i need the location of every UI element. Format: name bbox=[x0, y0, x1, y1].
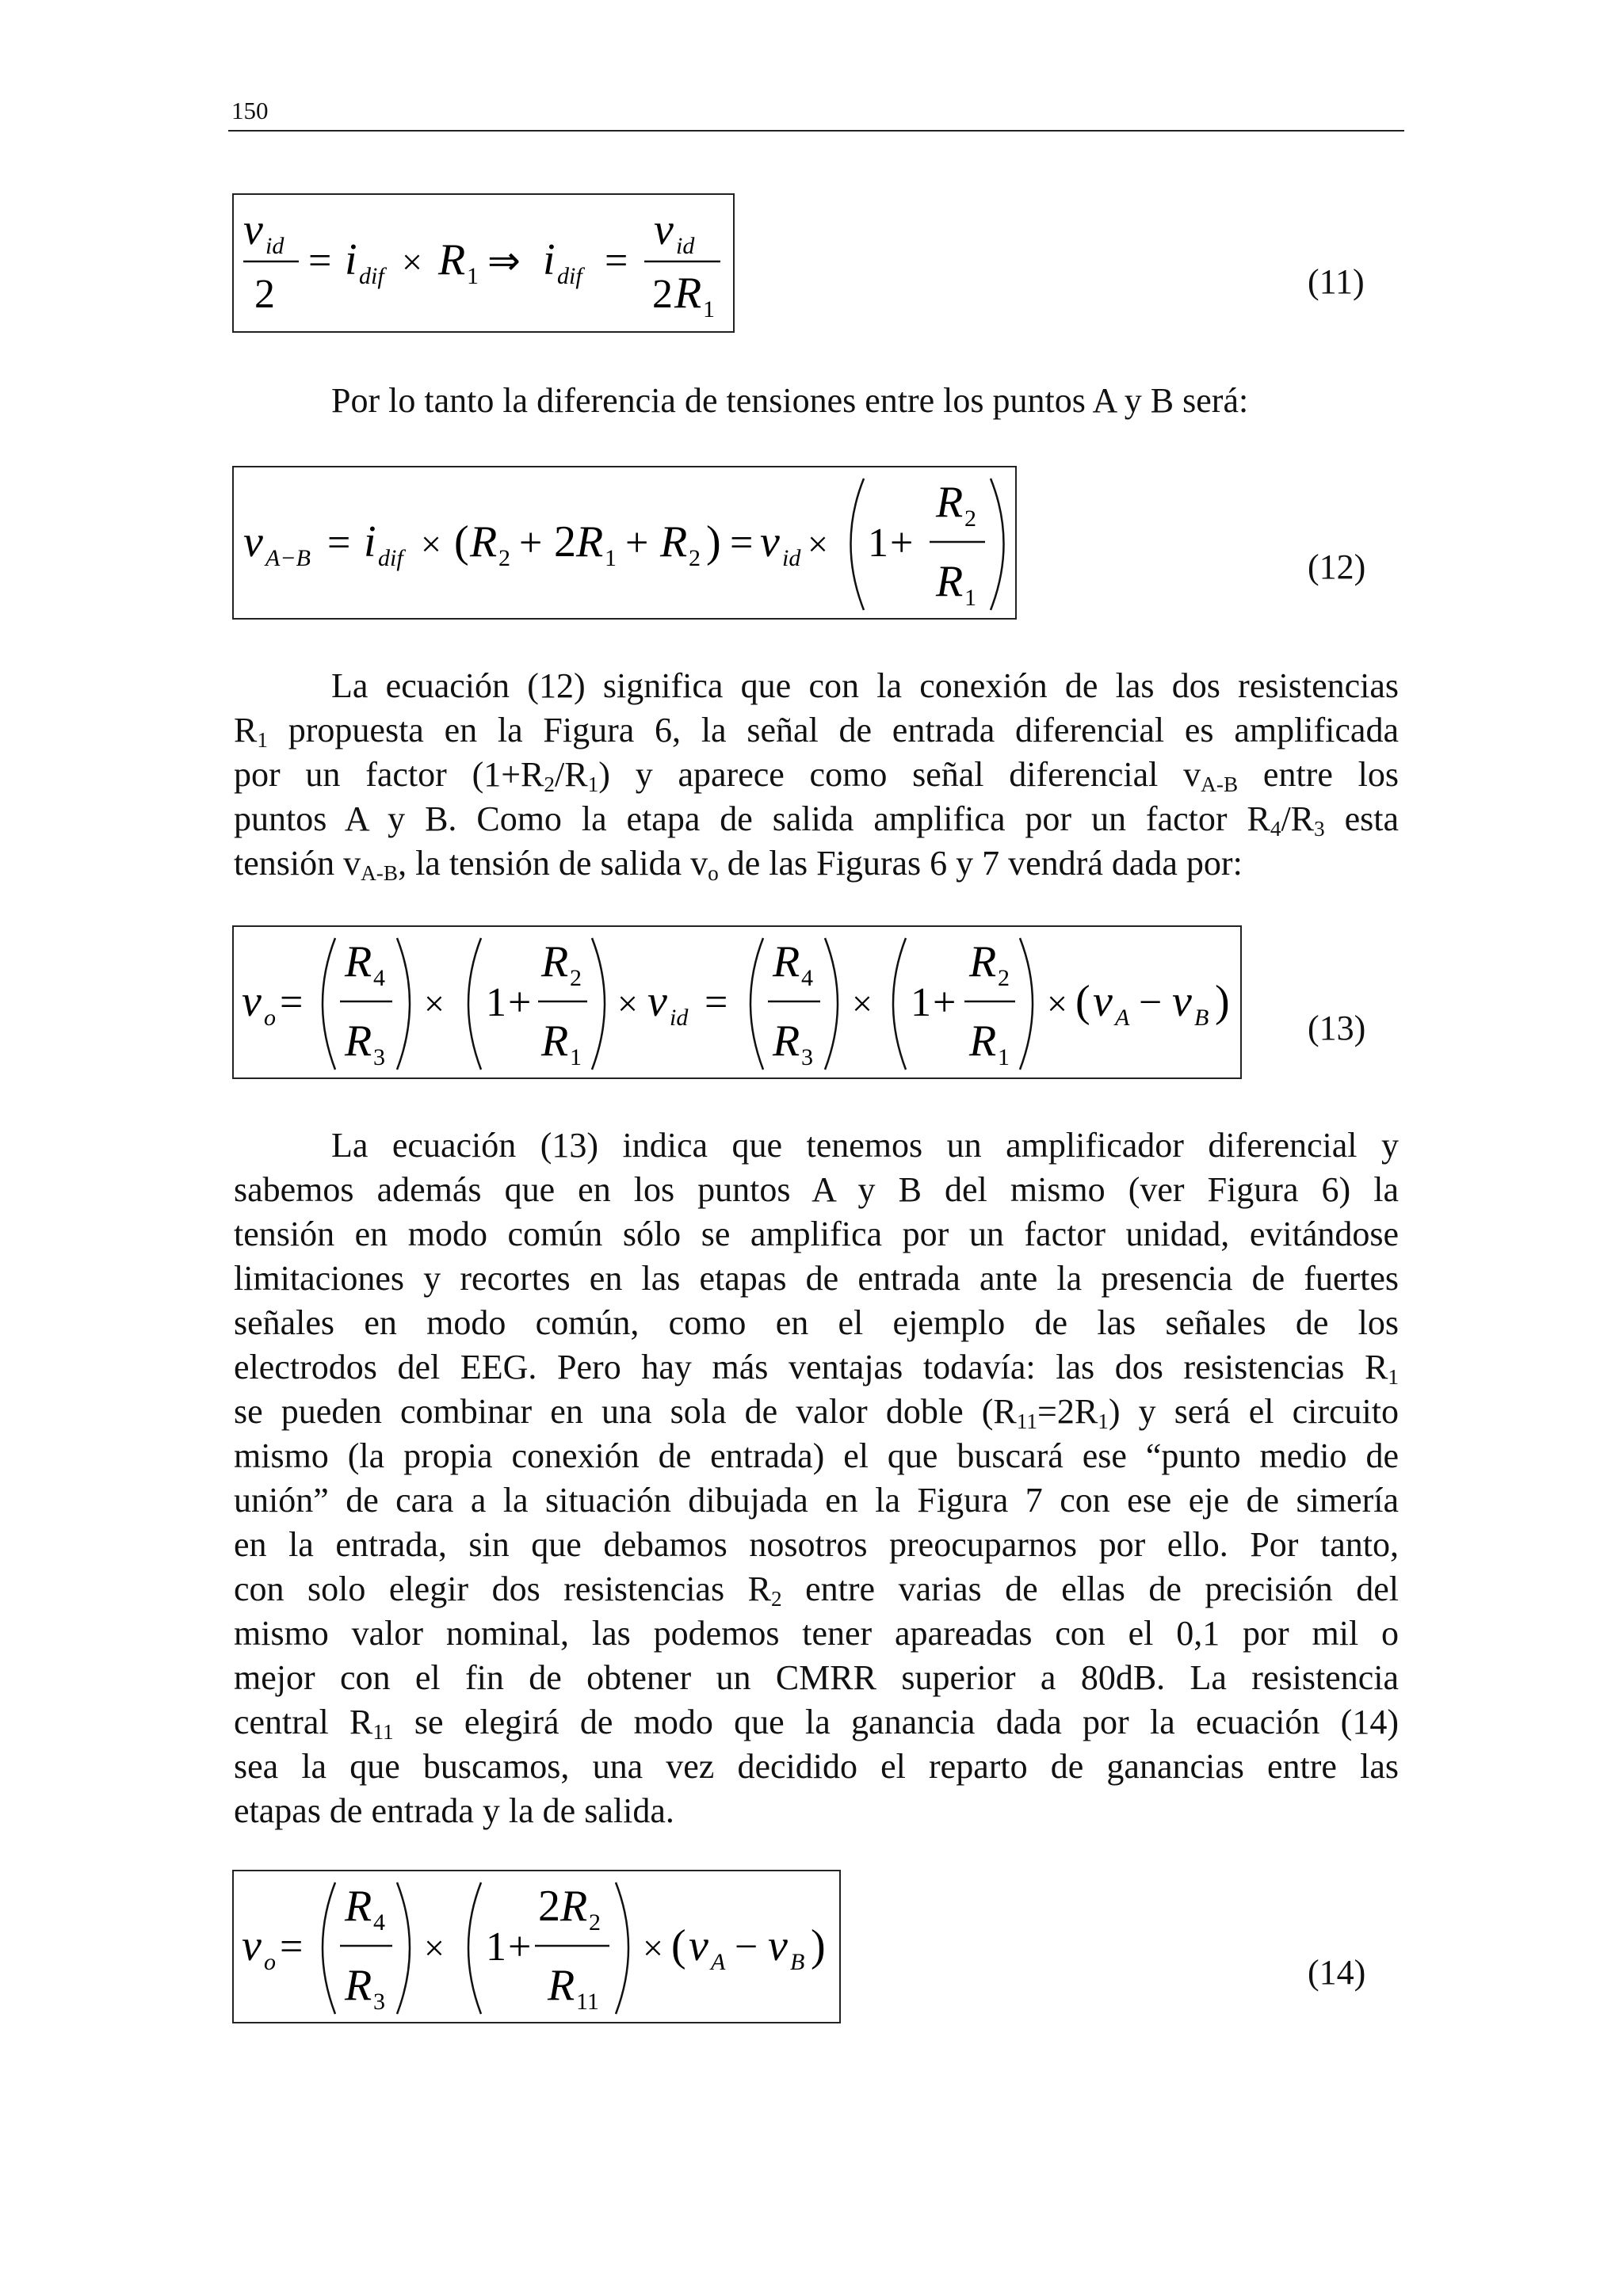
svg-text:v: v bbox=[654, 205, 674, 254]
svg-text:i: i bbox=[364, 517, 376, 566]
svg-text:−: − bbox=[1139, 980, 1163, 1025]
svg-text:=: = bbox=[280, 980, 304, 1025]
svg-text:2: 2 bbox=[998, 965, 1010, 991]
equation-12-box bbox=[232, 466, 1017, 620]
header-rule bbox=[228, 130, 1404, 132]
svg-text:2: 2 bbox=[498, 545, 510, 571]
svg-text:1: 1 bbox=[911, 980, 931, 1025]
equation-11-formula bbox=[234, 195, 736, 334]
svg-text:=: = bbox=[605, 238, 628, 284]
equation-12-number: (12) bbox=[1308, 547, 1366, 586]
paragraph-3-line-15: sea la que buscamos, una vez decidido el reparto de ganancias entre las bbox=[234, 1747, 1399, 1786]
svg-text:R: R bbox=[541, 937, 569, 986]
svg-text:v: v bbox=[243, 205, 263, 254]
svg-text:(: ( bbox=[671, 1921, 686, 1970]
paragraph-2 bbox=[234, 664, 1399, 886]
paragraph-2-line-2: $R_1$ propuesta en la Figura 6, la señal de entrada diferencial es amplificada bbox=[234, 711, 1399, 752]
svg-text:3: 3 bbox=[373, 1989, 385, 2015]
svg-text:A: A bbox=[1115, 1005, 1130, 1031]
svg-text:+: + bbox=[933, 980, 957, 1025]
svg-text:=: = bbox=[327, 521, 351, 566]
svg-text:×: × bbox=[617, 983, 638, 1024]
svg-text:R: R bbox=[560, 1882, 588, 1931]
svg-text:=: = bbox=[705, 980, 728, 1025]
svg-text:1: 1 bbox=[467, 263, 479, 289]
paragraph-3-line-11: con solo elegir dos resistencias $R_2$ entre varias de ellas de precisión del bbox=[234, 1569, 1399, 1611]
paragraph-3-line-10: en la entrada, sin que debamos nosotros preocuparnos por ello. Por tanto, bbox=[234, 1525, 1399, 1564]
svg-text:v: v bbox=[243, 517, 263, 566]
paragraph-3-line-8: mismo (la propia conexión de entrada) el que buscará ese “punto medio de bbox=[234, 1436, 1399, 1475]
svg-text:dif: dif bbox=[378, 545, 403, 571]
svg-text:2: 2 bbox=[652, 272, 673, 317]
svg-text:4: 4 bbox=[373, 965, 385, 991]
svg-text:=: = bbox=[308, 238, 332, 284]
svg-text:B: B bbox=[790, 1949, 805, 1975]
paragraph-3 bbox=[234, 1123, 1399, 1833]
svg-text:v: v bbox=[647, 977, 667, 1026]
svg-text:×: × bbox=[424, 983, 445, 1024]
svg-text:R: R bbox=[548, 1961, 575, 2010]
svg-text:R: R bbox=[541, 1016, 569, 1066]
svg-text:o: o bbox=[264, 1949, 276, 1975]
svg-text:R: R bbox=[773, 937, 800, 986]
svg-text:(: ( bbox=[1075, 977, 1090, 1026]
svg-text:(: ( bbox=[454, 517, 469, 566]
paragraph-2-line-3: por un factor $(1+R_2/R_1)$ y aparece como señal diferencial $v_{A-B}$ entre los bbox=[234, 755, 1399, 796]
equation-13-box bbox=[232, 925, 1242, 1079]
paragraph-3-line-5: señales en modo común, como en el ejemplo de las señales de los bbox=[234, 1303, 1399, 1342]
paragraph-2-line-5: tensión $v_{A-B}$, la tensión de salida $v_o$ de las Figuras 6 y 7 vendrá dada por: bbox=[234, 844, 1243, 885]
svg-text:v: v bbox=[1172, 977, 1192, 1026]
paragraph-2-line-4: puntos A y B. Como la etapa de salida amplifica por un factor $R_4/R_3$ esta bbox=[234, 799, 1400, 841]
svg-text:=: = bbox=[730, 521, 754, 566]
svg-text:4: 4 bbox=[801, 965, 813, 991]
svg-text:R: R bbox=[470, 517, 498, 566]
equation-13-formula bbox=[234, 927, 1243, 1081]
paragraph-3-line-16: etapas de entrada y la de salida. bbox=[234, 1791, 674, 1830]
paragraph-3-line-14: central $R_{11}$ se elegirá de modo que la ganancia dada por la ecuación (14) bbox=[234, 1703, 1399, 1744]
svg-text:): ) bbox=[1215, 977, 1230, 1026]
svg-text:⇒: ⇒ bbox=[487, 238, 521, 283]
paragraph-3-line-1: La ecuación (13) indica que tenemos un amplificador diferencial y bbox=[331, 1126, 1399, 1165]
svg-text:+: + bbox=[625, 521, 649, 566]
svg-text:v: v bbox=[768, 1921, 788, 1970]
svg-text:R: R bbox=[936, 478, 964, 527]
svg-text:−: − bbox=[735, 1924, 758, 1970]
svg-text:×: × bbox=[421, 524, 441, 564]
svg-text:1: 1 bbox=[703, 296, 715, 322]
paragraph-3-line-7: se pueden combinar en una sola de valor doble $(R_{11}=2R_1)$ y será el circuito bbox=[234, 1392, 1400, 1433]
svg-text:3: 3 bbox=[801, 1044, 813, 1070]
svg-text:+: + bbox=[508, 1924, 532, 1970]
equation-14-box bbox=[232, 1870, 841, 2023]
svg-text:2: 2 bbox=[554, 517, 576, 566]
paragraph-3-line-3: tensión en modo común sólo se amplifica por un factor unidad, evitándose bbox=[234, 1215, 1399, 1253]
equation-13-number: (13) bbox=[1308, 1009, 1366, 1047]
svg-text:v: v bbox=[1093, 977, 1113, 1026]
svg-text:R: R bbox=[969, 1016, 997, 1066]
svg-text:o: o bbox=[264, 1005, 276, 1031]
paragraph-3-line-2: sabemos además que en los puntos A y B del mismo (ver Figura 6) la bbox=[234, 1170, 1399, 1209]
paragraph-3-line-4: limitaciones y recortes en las etapas de entrada ante la presencia de fuertes bbox=[234, 1259, 1399, 1298]
paragraph-3-line-6: electrodos del EEG. Pero hay más ventajas todavía: las dos resistencias $R_1$ bbox=[234, 1348, 1399, 1389]
svg-text:1: 1 bbox=[486, 980, 506, 1025]
svg-text:=: = bbox=[280, 1924, 304, 1970]
svg-text:dif: dif bbox=[359, 263, 384, 289]
svg-text:R: R bbox=[674, 269, 702, 318]
svg-text:): ) bbox=[811, 1921, 826, 1970]
svg-text:1: 1 bbox=[868, 521, 888, 566]
svg-text:2: 2 bbox=[538, 1882, 560, 1931]
svg-text:v: v bbox=[689, 1921, 708, 1970]
equation-12-formula bbox=[234, 467, 1018, 621]
paragraph-3-line-13: mejor con el fin de obtener un CMRR superior a 80dB. La resistencia bbox=[234, 1658, 1399, 1697]
svg-text:1: 1 bbox=[605, 545, 617, 571]
svg-text:4: 4 bbox=[373, 1909, 385, 1936]
svg-text:2: 2 bbox=[254, 272, 275, 317]
svg-text:2: 2 bbox=[689, 545, 701, 571]
svg-text:i: i bbox=[543, 235, 556, 284]
paragraph-1-text: Por lo tanto la diferencia de tensiones entre los puntos A y B será: bbox=[331, 381, 1249, 420]
svg-text:×: × bbox=[1047, 983, 1067, 1024]
svg-text:2: 2 bbox=[964, 505, 976, 532]
svg-text:): ) bbox=[706, 517, 721, 566]
svg-text:id: id bbox=[265, 233, 285, 259]
equation-11-number: (11) bbox=[1308, 262, 1365, 301]
svg-text:×: × bbox=[643, 1928, 663, 1968]
svg-text:+: + bbox=[519, 521, 543, 566]
svg-text:2: 2 bbox=[570, 965, 582, 991]
paragraph-2-line-1: La ecuación (12) significa que con la conexión de las dos resistencias bbox=[331, 666, 1399, 705]
svg-text:×: × bbox=[808, 524, 828, 564]
svg-text:R: R bbox=[969, 937, 997, 986]
svg-text:R: R bbox=[345, 1961, 372, 2010]
svg-text:v: v bbox=[242, 977, 262, 1026]
svg-text:1: 1 bbox=[486, 1924, 506, 1970]
svg-text:1: 1 bbox=[998, 1044, 1010, 1070]
svg-text:R: R bbox=[936, 557, 964, 606]
svg-text:×: × bbox=[424, 1928, 445, 1968]
equation-14-formula bbox=[234, 1871, 842, 2025]
svg-text:+: + bbox=[890, 521, 914, 566]
svg-text:v: v bbox=[760, 517, 780, 566]
equation-11-box bbox=[232, 193, 735, 333]
page-number: 150 bbox=[231, 97, 269, 124]
svg-text:A: A bbox=[711, 1949, 726, 1975]
svg-text:A−B: A−B bbox=[265, 545, 311, 571]
svg-text:R: R bbox=[773, 1016, 800, 1066]
svg-text:11: 11 bbox=[576, 1989, 599, 2015]
svg-text:id: id bbox=[670, 1005, 689, 1031]
svg-text:i: i bbox=[345, 235, 357, 284]
svg-text:id: id bbox=[782, 545, 801, 571]
svg-text:×: × bbox=[852, 983, 873, 1024]
svg-text:+: + bbox=[508, 980, 532, 1025]
paragraph-1 bbox=[234, 379, 1399, 423]
svg-text:dif: dif bbox=[557, 263, 582, 289]
svg-text:R: R bbox=[345, 1016, 372, 1066]
svg-text:R: R bbox=[345, 937, 372, 986]
paragraph-3-line-12: mismo valor nominal, las podemos tener apareadas con el 0,1 por mil o bbox=[234, 1614, 1399, 1653]
svg-text:1: 1 bbox=[570, 1044, 582, 1070]
equation-14-number: (14) bbox=[1308, 1953, 1366, 1992]
svg-text:B: B bbox=[1194, 1005, 1209, 1031]
svg-text:2: 2 bbox=[589, 1909, 601, 1936]
svg-text:×: × bbox=[402, 242, 422, 282]
svg-text:3: 3 bbox=[373, 1044, 385, 1070]
svg-text:id: id bbox=[676, 233, 695, 259]
svg-text:R: R bbox=[576, 517, 604, 566]
paragraph-3-line-9: unión” de cara a la situación dibujada en la Figura 7 con ese eje de simería bbox=[234, 1481, 1399, 1520]
svg-text:R: R bbox=[660, 517, 688, 566]
svg-text:R: R bbox=[438, 235, 466, 284]
svg-text:1: 1 bbox=[964, 585, 976, 611]
svg-text:R: R bbox=[345, 1882, 372, 1931]
svg-text:v: v bbox=[242, 1921, 262, 1970]
